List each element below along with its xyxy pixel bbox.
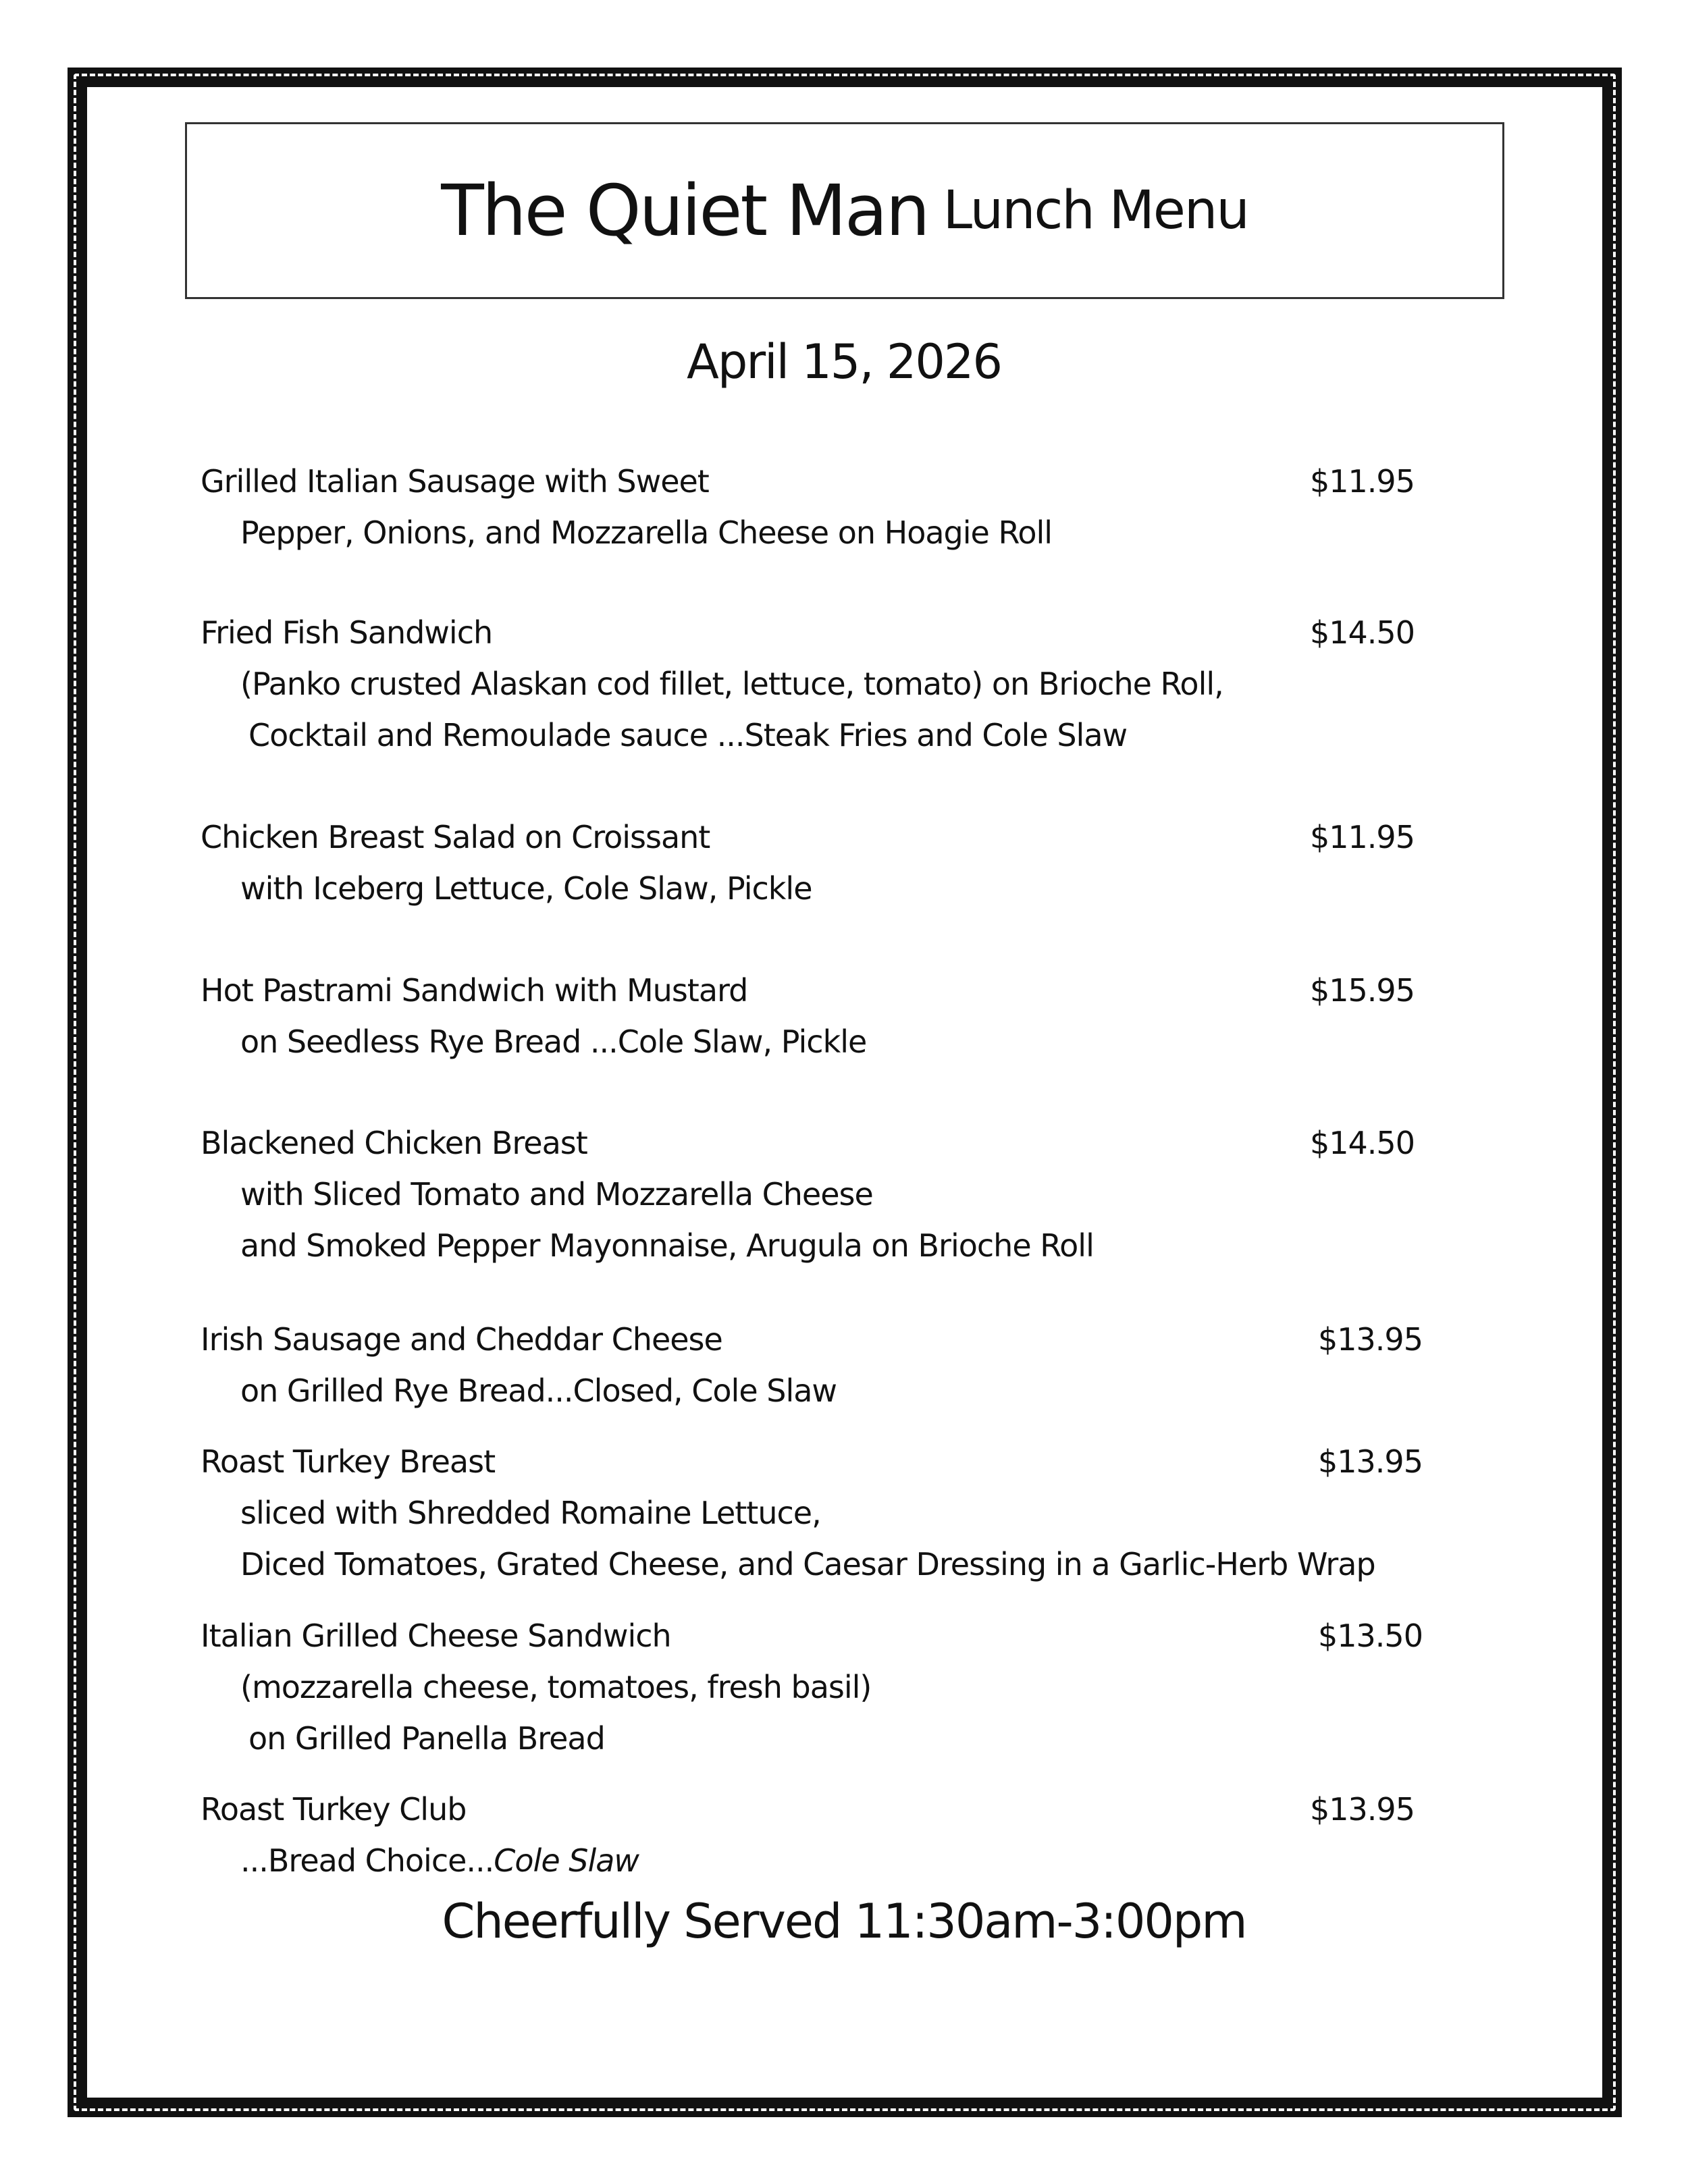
item-price: $13.95 <box>1318 1321 1423 1358</box>
item-description: on Grilled Panella Bread <box>248 1720 605 1757</box>
item-name: Fried Fish Sandwich <box>201 614 493 651</box>
menu-item <box>201 1436 1423 1590</box>
item-name: Chicken Breast Salad on Croissant <box>201 819 710 855</box>
menu-item <box>201 456 1416 558</box>
item-price: $11.95 <box>1310 463 1415 500</box>
item-name: Hot Pastrami Sandwich with Mustard <box>201 972 748 1009</box>
menu-item <box>201 1610 1423 1764</box>
item-description: sliced with Shredded Romaine Lettuce, <box>240 1495 821 1531</box>
title-box <box>185 122 1504 299</box>
cole-slaw-text: Cole Slaw <box>494 1842 639 1879</box>
item-price: $11.95 <box>1310 819 1415 855</box>
item-price: $14.50 <box>1310 614 1415 651</box>
item-description: (mozzarella cheese, tomatoes, fresh basil) <box>240 1669 872 1705</box>
item-description: Pepper, Onions, and Mozzarella Cheese on Hoagie Roll <box>240 514 1053 551</box>
item-name: Irish Sausage and Cheddar Cheese <box>201 1321 722 1358</box>
menu-title: Lunch Menu <box>943 180 1248 241</box>
item-description: and Smoked Pepper Mayonnaise, Arugula on Brioche Roll <box>240 1227 1094 1264</box>
serving-hours: Cheerfully Served 11:30am-3:00pm <box>442 1894 1246 1949</box>
item-description: on Grilled Rye Bread...Closed, Cole Slaw <box>240 1373 837 1409</box>
item-price: $14.50 <box>1310 1125 1415 1161</box>
menu-item <box>201 965 1416 1067</box>
menu-item <box>201 811 1416 914</box>
item-name: Roast Turkey Breast <box>201 1443 496 1480</box>
item-price: $13.50 <box>1318 1618 1423 1654</box>
menu-item <box>201 607 1416 761</box>
item-name: Blackened Chicken Breast <box>201 1125 587 1161</box>
item-price: $13.95 <box>1310 1791 1415 1828</box>
menu-date: April 15, 2026 <box>687 334 1001 390</box>
menu-item <box>201 1117 1416 1271</box>
item-description: Diced Tomatoes, Grated Cheese, and Caesar Dressing in a Garlic-Herb Wrap <box>240 1546 1375 1582</box>
menu-item <box>201 1314 1423 1416</box>
menu-item <box>201 1784 1416 1886</box>
item-description: (Panko crusted Alaskan cod fillet, lettuce, tomato) on Brioche Roll, <box>240 666 1223 702</box>
item-price: $15.95 <box>1310 972 1415 1009</box>
item-price: $13.95 <box>1318 1443 1423 1480</box>
item-name: Roast Turkey Club <box>201 1791 467 1828</box>
item-description: on Seedless Rye Bread ...Cole Slaw, Pickle <box>240 1023 867 1060</box>
restaurant-name: The Quiet Man <box>441 169 928 252</box>
item-description: Cocktail and Remoulade sauce ...Steak Fries and Cole Slaw <box>248 717 1128 753</box>
item-name: Grilled Italian Sausage with Sweet <box>201 463 709 500</box>
item-description: with Sliced Tomato and Mozzarella Cheese <box>240 1176 873 1213</box>
item-description: with Iceberg Lettuce, Cole Slaw, Pickle <box>240 870 812 907</box>
item-description <box>201 1835 1416 1886</box>
bread-choice-text: ...Bread Choice... <box>240 1842 494 1879</box>
item-name: Italian Grilled Cheese Sandwich <box>201 1618 671 1654</box>
